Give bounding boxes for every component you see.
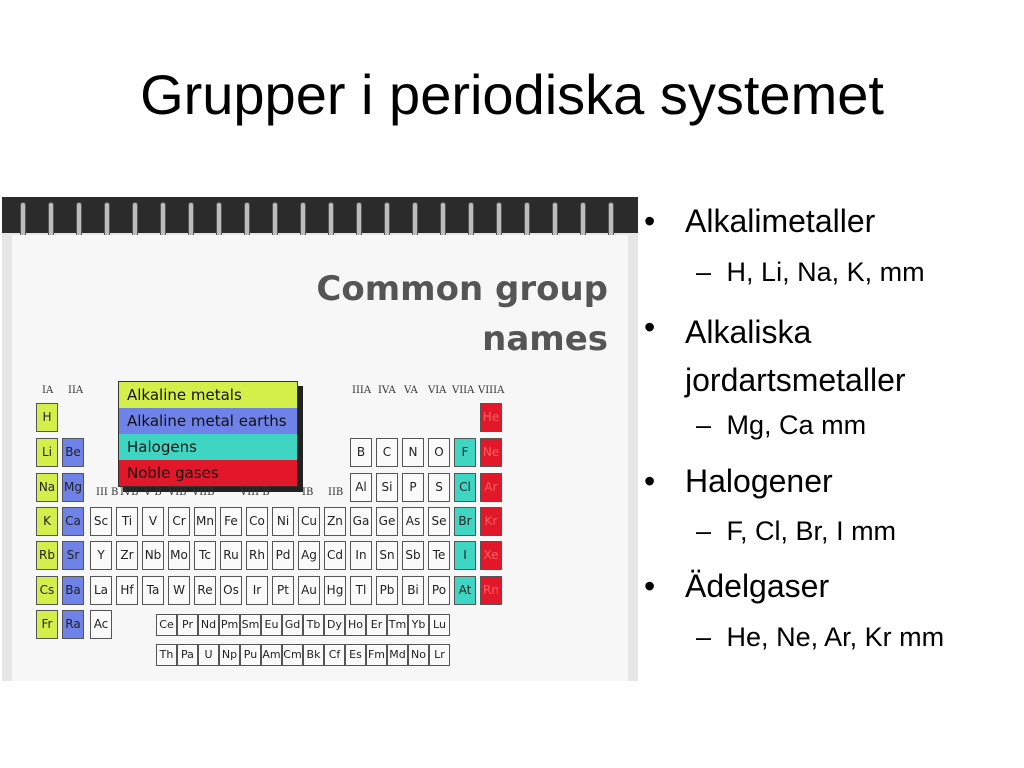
element-cell: No [408, 644, 429, 666]
element-cell: Po [428, 576, 450, 605]
element-cell: Ca [62, 507, 84, 536]
element-cell: Ag [298, 541, 320, 570]
element-cell: Os [220, 576, 242, 605]
group-label: V B [144, 487, 162, 498]
bullet-dot: • [644, 309, 656, 345]
spiral-binding [2, 197, 638, 233]
element-cell: Kr [480, 507, 502, 536]
sub-bullet-text: He, Ne, Ar, Kr mm [726, 622, 945, 652]
element-cell: Pu [240, 644, 261, 666]
bullet-dot: • [644, 568, 656, 604]
element-cell: Ru [220, 541, 242, 570]
element-cell: Yb [408, 614, 429, 636]
element-cell: P [402, 473, 424, 502]
element-cell: Md [387, 644, 408, 666]
element-cell: Np [219, 644, 240, 666]
element-cell: U [198, 644, 219, 666]
element-cell: Be [62, 438, 84, 467]
element-cell: Co [246, 507, 268, 536]
element-cell: Li [36, 438, 58, 467]
element-cell: Tl [350, 576, 372, 605]
element-cell: Cd [324, 541, 346, 570]
element-cell: Cl [454, 473, 476, 502]
element-cell: Lu [429, 614, 450, 636]
element-cell: Am [261, 644, 282, 666]
group-label: III B [96, 487, 119, 498]
element-cell: Cs [36, 576, 58, 605]
element-cell: V [142, 507, 164, 536]
element-cell: Lr [429, 644, 450, 666]
element-cell: As [402, 507, 424, 536]
element-cell: La [90, 576, 112, 605]
element-cell: Ho [345, 614, 366, 636]
element-cell: Rn [480, 576, 502, 605]
element-cell: Hf [116, 576, 138, 605]
element-cell: I [454, 541, 476, 570]
sub-bullet-dash: – [696, 410, 712, 440]
element-cell: Au [298, 576, 320, 605]
element-cell: Ni [272, 507, 294, 536]
element-cell: Cr [168, 507, 190, 536]
element-cell: O [428, 438, 450, 467]
element-cell: Bi [402, 576, 424, 605]
element-cell: Dy [324, 614, 345, 636]
group-label: IIA [68, 385, 84, 396]
element-cell: Er [366, 614, 387, 636]
element-cell: Pm [219, 614, 240, 636]
element-cell: Mo [168, 541, 190, 570]
legend-halogens: Halogens [119, 434, 297, 460]
element-cell: Na [36, 473, 58, 502]
element-cell: Y [90, 541, 112, 570]
element-cell: Te [428, 541, 450, 570]
element-cell: Fm [366, 644, 387, 666]
element-cell: Re [194, 576, 216, 605]
element-cell: Cf [324, 644, 345, 666]
element-cell: Ga [350, 507, 372, 536]
element-cell: Pt [272, 576, 294, 605]
bullet-text: Alkalimetaller [685, 203, 876, 239]
element-cell: Fr [36, 610, 58, 639]
element-cell: At [454, 576, 476, 605]
element-cell: Th [156, 644, 177, 666]
element-cell: Ta [142, 576, 164, 605]
group-label: IIB [328, 487, 344, 498]
element-cell: Fe [220, 507, 242, 536]
sub-bullet-item [696, 257, 925, 287]
element-cell: Sm [240, 614, 261, 636]
legend-alkaline-metals: Alkaline metals [119, 382, 297, 408]
element-cell: Si [376, 473, 398, 502]
element-cell: Es [345, 644, 366, 666]
element-cell: He [480, 403, 502, 432]
element-cell: S [428, 473, 450, 502]
element-cell: Rb [36, 541, 58, 570]
element-cell: Ir [246, 576, 268, 605]
element-cell: Ba [62, 576, 84, 605]
element-cell: Cm [282, 644, 303, 666]
element-cell: In [350, 541, 372, 570]
element-cell: Bk [303, 644, 324, 666]
element-cell: B [350, 438, 372, 467]
sub-bullet-item [696, 516, 896, 546]
image-heading-line-2: names [482, 319, 608, 359]
element-cell: Zr [116, 541, 138, 570]
group-label: VIII B [240, 487, 270, 498]
bullet-text: Ädelgaser [685, 568, 830, 604]
element-cell: Zn [324, 507, 346, 536]
element-cell: Xe [480, 541, 502, 570]
element-cell: Tb [303, 614, 324, 636]
group-label: VIB [168, 487, 187, 498]
sub-bullet-item [696, 410, 866, 440]
sub-bullet-dash: – [696, 622, 712, 652]
element-cell: Ra [62, 610, 84, 639]
element-cell: Ti [116, 507, 138, 536]
group-label: VIIIA [478, 385, 505, 396]
element-cell: Sc [90, 507, 112, 536]
group-label: VIIB [192, 487, 215, 498]
sub-bullet-text: F, Cl, Br, I mm [726, 516, 897, 546]
sub-bullet-item [696, 622, 944, 652]
element-cell: Nd [198, 614, 219, 636]
element-cell: Sb [402, 541, 424, 570]
group-label: VIA [428, 385, 447, 396]
element-cell: Sn [376, 541, 398, 570]
element-cell: Br [454, 507, 476, 536]
element-cell: Ac [90, 610, 112, 639]
element-cell: Pr [177, 614, 198, 636]
group-label: VA [404, 385, 418, 396]
slide-title: Grupper i periodiska systemet [140, 63, 884, 126]
group-label: IB [302, 487, 314, 498]
sub-bullet-text: Mg, Ca mm [726, 410, 867, 440]
element-cell: Mg [62, 473, 84, 502]
sub-bullet-text: H, Li, Na, K, mm [726, 257, 925, 287]
element-cell: Rh [246, 541, 268, 570]
group-label: IA [42, 385, 54, 396]
periodic-table-image [2, 197, 638, 681]
element-cell: Pd [272, 541, 294, 570]
element-cell: Pb [376, 576, 398, 605]
element-cell: Cu [298, 507, 320, 536]
bullet-dot: • [644, 463, 656, 499]
element-cell: Tc [194, 541, 216, 570]
element-cell: Tm [387, 614, 408, 636]
group-label: VIIA [452, 385, 475, 396]
legend-alkaline-earths: Alkaline metal earths [119, 408, 297, 434]
group-label: IVB [120, 487, 139, 498]
element-cell: Al [350, 473, 372, 502]
sub-bullet-dash: – [696, 257, 712, 287]
element-cell: Hg [324, 576, 346, 605]
element-cell: Se [428, 507, 450, 536]
color-legend [118, 381, 298, 487]
element-cell: W [168, 576, 190, 605]
element-cell: Ge [376, 507, 398, 536]
bullet-text: Alkaliska jordartsmetaller [685, 314, 906, 398]
element-cell: K [36, 507, 58, 536]
legend-noble-gases: Noble gases [119, 460, 297, 486]
element-cell: Ne [480, 438, 502, 467]
image-heading-line-1: Common group [316, 269, 608, 309]
element-cell: Ce [156, 614, 177, 636]
element-cell: Ar [480, 473, 502, 502]
element-cell: N [402, 438, 424, 467]
element-cell: C [376, 438, 398, 467]
bullet-text: Halogener [685, 463, 833, 499]
element-cell: Eu [261, 614, 282, 636]
group-label: IIIA [352, 385, 372, 396]
notebook-page [12, 235, 628, 681]
element-cell: Nb [142, 541, 164, 570]
element-cell: Pa [177, 644, 198, 666]
element-cell: Mn [194, 507, 216, 536]
element-cell: H [36, 403, 58, 432]
element-cell: F [454, 438, 476, 467]
element-cell: Sr [62, 541, 84, 570]
sub-bullet-dash: – [696, 516, 712, 546]
element-cell: Gd [282, 614, 303, 636]
bullet-dot: • [644, 203, 656, 239]
group-label: IVA [378, 385, 396, 396]
